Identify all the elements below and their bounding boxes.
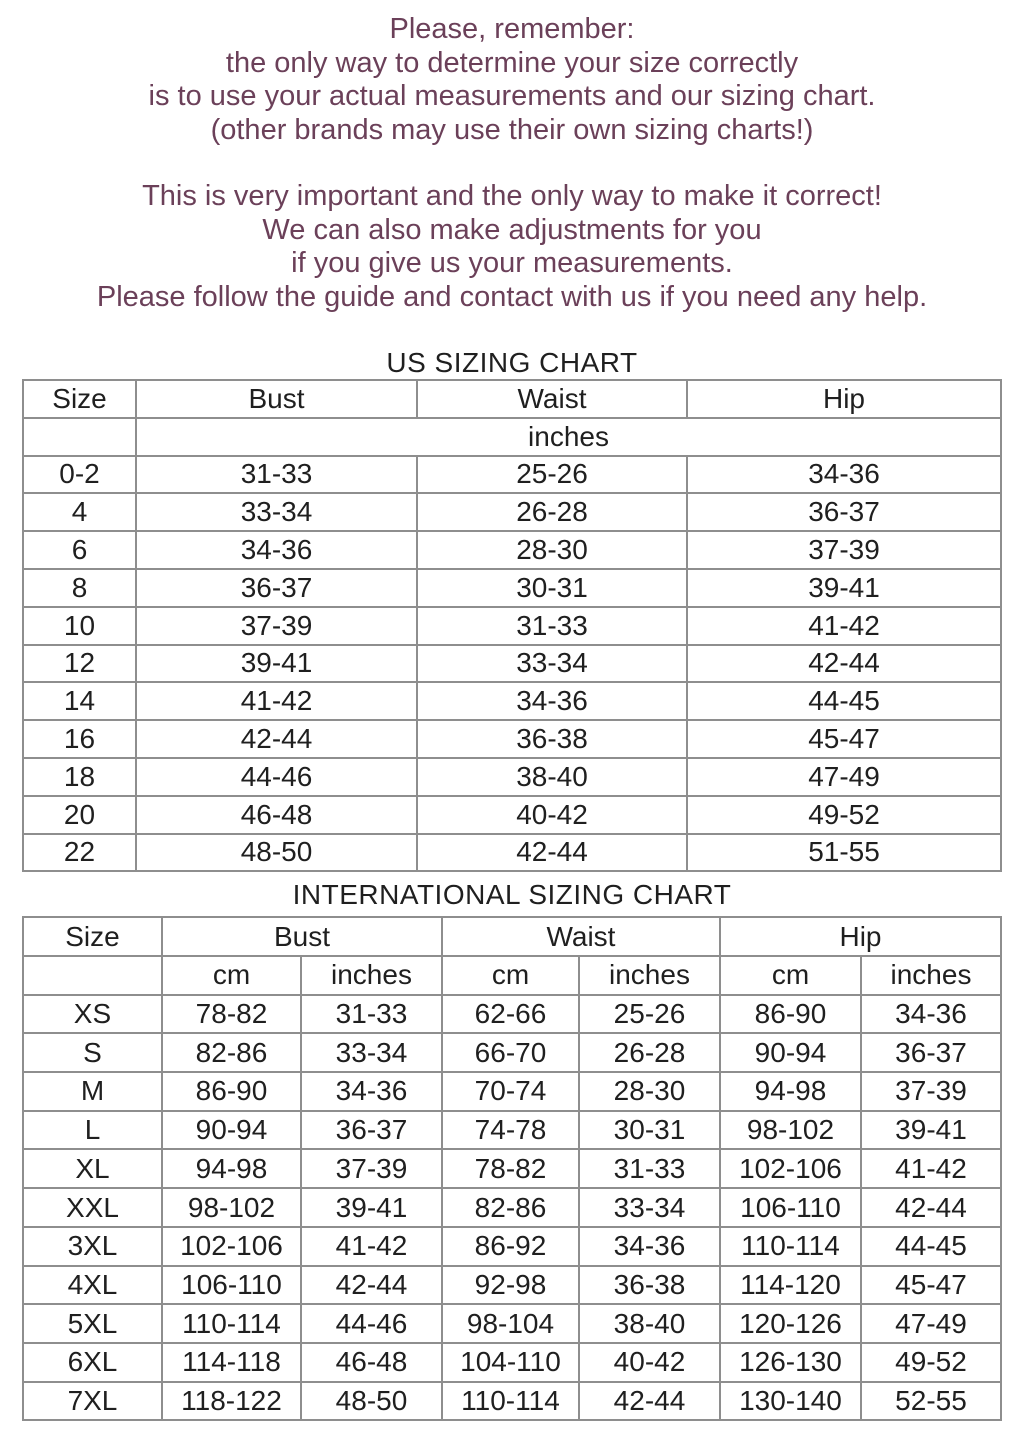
table-cell: 130-140 [720,1382,861,1421]
table-row [23,645,1001,683]
table-cell: 106-110 [162,1266,301,1305]
table-cell: 36-37 [301,1111,442,1150]
table-cell: 36-37 [861,1033,1001,1072]
table-cell: 31-33 [301,995,442,1034]
size-cell: 5XL [23,1304,162,1343]
table-cell: 42-44 [579,1382,720,1421]
table-cell: 110-114 [442,1382,579,1421]
size-cell: 22 [23,834,136,872]
table-cell: 78-82 [162,995,301,1034]
table-cell: 42-44 [417,834,687,872]
size-cell: 8 [23,569,136,607]
table-cell: 44-46 [301,1304,442,1343]
table-cell: 106-110 [720,1188,861,1227]
table-cell: 110-114 [162,1304,301,1343]
table-cell: 90-94 [720,1033,861,1072]
table-row [23,796,1001,834]
table-cell: 48-50 [301,1382,442,1421]
intl-table-header-row [23,917,1001,956]
size-cell: L [23,1111,162,1150]
table-cell: 25-26 [417,456,687,494]
table-cell: 94-98 [720,1072,861,1111]
table-cell: 34-36 [579,1227,720,1266]
table-cell: 31-33 [136,456,417,494]
table-cell: 34-36 [301,1072,442,1111]
empty-cell [23,956,162,995]
table-cell: 34-36 [136,531,417,569]
intl-subheader-row [23,956,1001,995]
column-header-hip: Hip [687,380,1001,418]
table-cell: 49-52 [861,1343,1001,1382]
table-cell: 94-98 [162,1149,301,1188]
intro-line: Please, remember: [389,13,635,45]
intl-chart-title: INTERNATIONAL SIZING CHART [292,879,732,911]
table-cell: 86-92 [442,1227,579,1266]
table-cell: 90-94 [162,1111,301,1150]
column-header-size: Size [23,380,136,418]
table-cell: 114-120 [720,1266,861,1305]
table-cell: 36-37 [136,569,417,607]
table-cell: 66-70 [442,1033,579,1072]
table-cell: 98-104 [442,1304,579,1343]
table-row [23,1033,1001,1072]
table-cell: 51-55 [687,834,1001,872]
table-cell: 39-41 [136,645,417,683]
table-cell: 104-110 [442,1343,579,1382]
table-cell: 34-36 [687,456,1001,494]
table-cell: 46-48 [301,1343,442,1382]
size-cell: XXL [23,1188,162,1227]
table-row [23,456,1001,494]
intro-line: is to use your actual measurements and our sizing chart. [148,80,876,112]
table-cell: 102-106 [162,1227,301,1266]
table-cell: 39-41 [301,1188,442,1227]
table-cell: 31-33 [579,1149,720,1188]
size-cell: 3XL [23,1227,162,1266]
table-cell: 41-42 [136,682,417,720]
size-cell: 0-2 [23,456,136,494]
intro-line: Please follow the guide and contact with us if you need any help. [96,280,928,313]
table-cell: 120-126 [720,1304,861,1343]
intl-table-body [23,995,1001,1421]
table-cell: 45-47 [861,1266,1001,1305]
subheader-waist-cm: cm [442,956,579,995]
size-cell: 12 [23,645,136,683]
table-row [23,1382,1001,1421]
intro-line: the only way to determine your size correctly [225,46,799,79]
table-cell: 39-41 [687,569,1001,607]
table-cell: 36-38 [417,720,687,758]
table-row [23,569,1001,607]
table-cell: 41-42 [861,1149,1001,1188]
table-cell: 44-45 [687,682,1001,720]
table-cell: 42-44 [136,720,417,758]
column-header-bust: Bust [162,917,442,956]
us-sizing-table [22,379,1002,872]
table-cell: 46-48 [136,796,417,834]
table-cell: 38-40 [579,1304,720,1343]
table-cell: 37-39 [136,607,417,645]
table-cell: 38-40 [417,758,687,796]
table-cell: 82-86 [442,1188,579,1227]
table-row [23,1343,1001,1382]
table-cell: 49-52 [687,796,1001,834]
size-cell: 7XL [23,1382,162,1421]
size-cell: 18 [23,758,136,796]
table-cell: 98-102 [162,1188,301,1227]
us-unit-row [23,418,1001,456]
table-cell: 98-102 [720,1111,861,1150]
column-header-waist: Waist [417,380,687,418]
table-cell: 78-82 [442,1149,579,1188]
size-cell: 6 [23,531,136,569]
size-cell: XL [23,1149,162,1188]
size-cell: 6XL [23,1343,162,1382]
intro-text [0,13,1024,314]
table-cell: 110-114 [720,1227,861,1266]
size-cell: 16 [23,720,136,758]
table-cell: 31-33 [417,607,687,645]
table-cell: 44-46 [136,758,417,796]
table-cell: 40-42 [579,1343,720,1382]
table-cell: 42-44 [687,645,1001,683]
column-header-size: Size [23,917,162,956]
table-cell: 40-42 [417,796,687,834]
table-cell: 70-74 [442,1072,579,1111]
table-row [23,1149,1001,1188]
size-cell: 4 [23,493,136,531]
us-table-header-row [23,380,1001,418]
table-cell: 34-36 [417,682,687,720]
table-cell: 102-106 [720,1149,861,1188]
table-row [23,1266,1001,1305]
intro-line: We can also make adjustments for you [262,213,762,246]
table-cell: 48-50 [136,834,417,872]
table-row [23,1188,1001,1227]
table-cell: 30-31 [579,1111,720,1150]
size-cell: 10 [23,607,136,645]
subheader-hip-inches: inches [861,956,1001,995]
table-row [23,1072,1001,1111]
table-cell: 47-49 [687,758,1001,796]
table-cell: 52-55 [861,1382,1001,1421]
table-cell: 114-118 [162,1343,301,1382]
size-cell: M [23,1072,162,1111]
intro-line: if you give us your measurements. [291,247,733,279]
table-cell: 41-42 [301,1227,442,1266]
table-row [23,720,1001,758]
us-table-body [23,456,1001,872]
table-cell: 86-90 [162,1072,301,1111]
subheader-bust-cm: cm [162,956,301,995]
table-cell: 118-122 [162,1382,301,1421]
table-row [23,531,1001,569]
table-cell: 82-86 [162,1033,301,1072]
table-cell: 41-42 [687,607,1001,645]
table-row [23,758,1001,796]
table-row [23,682,1001,720]
page-root [0,13,1024,1421]
table-cell: 74-78 [442,1111,579,1150]
table-cell: 34-36 [861,995,1001,1034]
table-cell: 86-90 [720,995,861,1034]
table-cell: 44-45 [861,1227,1001,1266]
table-cell: 36-37 [687,493,1001,531]
intro-line: This is very important and the only way to make it correct! [142,180,882,212]
intro-paragraph [0,13,1024,147]
table-row [23,834,1001,872]
subheader-waist-inches: inches [579,956,720,995]
table-cell: 33-34 [301,1033,442,1072]
table-cell: 33-34 [417,645,687,683]
table-row [23,995,1001,1034]
table-cell: 45-47 [687,720,1001,758]
column-header-waist: Waist [442,917,720,956]
table-cell: 26-28 [417,493,687,531]
table-row [23,493,1001,531]
table-cell: 33-34 [579,1188,720,1227]
table-cell: 42-44 [861,1188,1001,1227]
intl-sizing-table [22,916,1002,1421]
empty-cell [23,418,136,456]
column-header-hip: Hip [720,917,1001,956]
intro-paragraph [0,180,1024,314]
table-cell: 33-34 [136,493,417,531]
subheader-bust-inches: inches [301,956,442,995]
table-cell: 26-28 [579,1033,720,1072]
table-cell: 37-39 [861,1072,1001,1111]
intro-line: (other brands may use their own sizing charts!) [210,113,814,146]
table-cell: 28-30 [417,531,687,569]
table-cell: 25-26 [579,995,720,1034]
table-cell: 47-49 [861,1304,1001,1343]
table-cell: 42-44 [301,1266,442,1305]
table-cell: 126-130 [720,1343,861,1382]
us-chart-title: US SIZING CHART [386,347,638,378]
size-cell: 20 [23,796,136,834]
column-header-bust: Bust [136,380,417,418]
table-cell: 92-98 [442,1266,579,1305]
table-row [23,1304,1001,1343]
table-cell: 37-39 [301,1149,442,1188]
table-cell: 37-39 [687,531,1001,569]
size-cell: 4XL [23,1266,162,1305]
size-cell: XS [23,995,162,1034]
table-cell: 30-31 [417,569,687,607]
table-cell: 28-30 [579,1072,720,1111]
size-cell: S [23,1033,162,1072]
table-cell: 39-41 [861,1111,1001,1150]
table-row [23,607,1001,645]
table-cell: 36-38 [579,1266,720,1305]
subheader-hip-cm: cm [720,956,861,995]
table-row [23,1227,1001,1266]
table-row [23,1111,1001,1150]
table-cell: 62-66 [442,995,579,1034]
size-cell: 14 [23,682,136,720]
unit-label-cell: inches [136,418,1001,456]
